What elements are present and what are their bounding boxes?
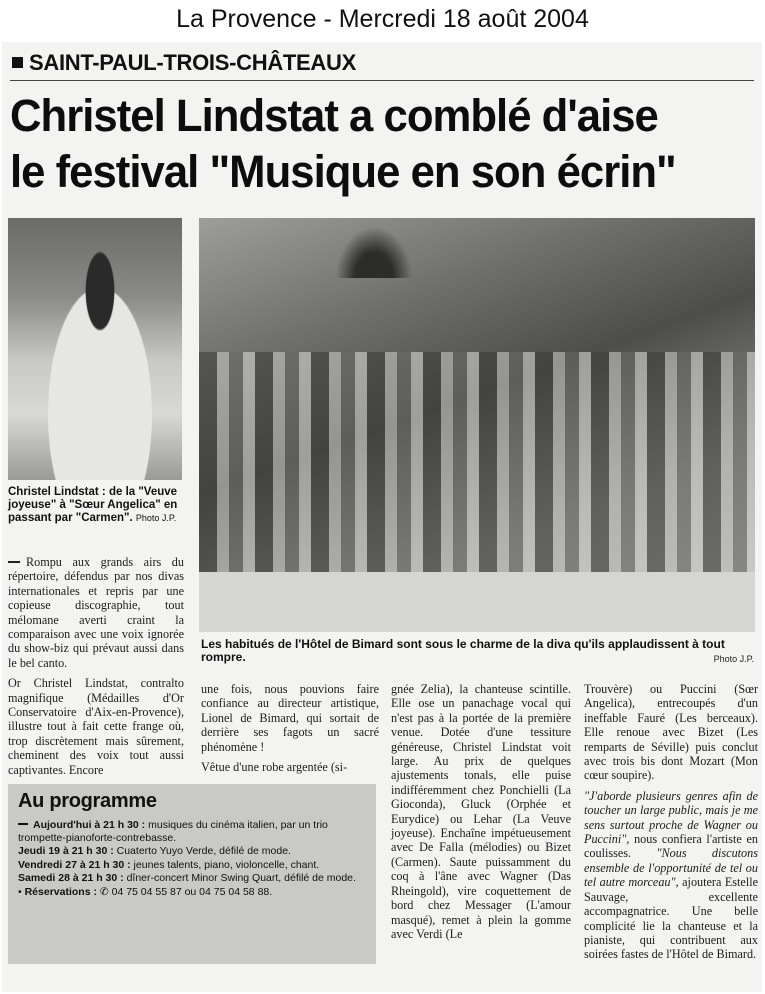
paragraph: gnée Zelia), la chanteuse scintille. Elle ose un panachage vocal qui n'est pas à la portée de la première venue. Dotée d'une tessiture généreuse, Christel Lindstat voit large. Au prix de quelques ajustements tonals, elle puise indifféremment chez Ponchielli (La Gioconda), Gluck (Orphée et Eurydice) ou Lehar (La Veuve joyeuse). Enchaîne impétueusement avec De Falla (mélodies) ou Bizet (Carmen). Saute puissamment du coq à l'âne avec Wagner (Das Rheingold), vire coquettement de bord chez Messager (L'amour masqué), remet à plein la gomme avec Verdi (Le bbox=[391, 682, 571, 941]
article-column-3 bbox=[391, 682, 571, 941]
article-column-2 bbox=[201, 682, 379, 774]
programme-date: Samedi 28 à 21 h 30 : bbox=[18, 872, 124, 884]
paragraph: Or Christel Lindstat, contralto magnifique (Médailles d'Or Conservatoire d'Aix-en-Provence), illustre tout à fait cette frange où, trop discrètement mais sûrement, cheminent des voix tout aussi captivantes. Encore bbox=[8, 676, 184, 777]
programme-text: dîner-concert Minor Swing Quart, défilé de mode. bbox=[123, 872, 356, 884]
section-heading bbox=[12, 50, 356, 76]
singer-photo bbox=[8, 218, 182, 480]
quote: "Nous discutons ensemble de l'opportunité de tel ou tel autre morceau", bbox=[584, 846, 758, 890]
programme-box bbox=[8, 784, 376, 964]
programme-list bbox=[18, 819, 366, 898]
audience-photo bbox=[199, 218, 755, 632]
dash-icon bbox=[8, 561, 20, 563]
programme-date: Aujourd'hui à 21 h 30 : bbox=[33, 819, 146, 831]
programme-item bbox=[18, 819, 366, 844]
headline-line-2: le festival "Musique en son écrin" bbox=[10, 146, 676, 197]
singer-photo-credit: Photo J.P. bbox=[135, 513, 177, 523]
programme-text: ✆ 04 75 04 55 87 ou 04 75 04 58 88. bbox=[96, 885, 273, 898]
page-header: La Provence - Mercredi 18 août 2004 bbox=[176, 5, 589, 33]
paragraph: Trouvère) ou Puccini (Sœr Angelica), entrecoupés d'un ineffable Fauré (Les berceaux). Elle renoue avec Bizet (Les remparts de Séville) puis conclut avec trois bis dont Mozart (Mon cœur soupire). bbox=[584, 682, 758, 783]
paragraph bbox=[8, 555, 184, 670]
programme-text: jeunes talents, piano, violoncelle, chant. bbox=[130, 858, 320, 871]
arrow-icon bbox=[18, 823, 28, 825]
article-column-1 bbox=[8, 555, 184, 777]
singer-photo-caption bbox=[8, 486, 184, 525]
programme-item: • Réservations : ✆ 04 75 04 55 87 ou 04 75 04 58 88. bbox=[18, 885, 273, 898]
headline bbox=[10, 88, 736, 200]
programme-text: musiques du cinéma italien, par un trio trompette-pianoforte-contrebasse. bbox=[18, 819, 328, 844]
programme-item bbox=[18, 859, 366, 872]
paragraph: Vêtue d'une robe argentée (si- bbox=[201, 760, 348, 775]
programme-date: Vendredi 27 à 21 h 30 : bbox=[18, 858, 131, 871]
programme-text: Cuaterto Yuyo Verde, défilé de mode. bbox=[113, 845, 291, 857]
paragraph-text: Rompu aux grands airs du répertoire, défendus par nos divas internationales et repris par une copieuse discographie, tout mélomane averti craint la comparaison avec une voix ignorée du show-biz qui prévaut aussi dans le bel canto. bbox=[8, 555, 184, 670]
section-rule bbox=[10, 80, 754, 81]
programme-title: Au programme bbox=[18, 790, 157, 812]
paragraph: une fois, nous pouvions faire confiance au directeur artistique, Lionel de Bimard, qui sortait de derrière ses fagots un sacré phénomène ! bbox=[201, 682, 379, 754]
singer-figure bbox=[30, 244, 170, 480]
newspaper-clipping bbox=[2, 42, 762, 992]
paragraph-text: nous confiera l'artiste en coulisses. bbox=[584, 832, 758, 861]
programme-item bbox=[18, 872, 366, 885]
palm-plant bbox=[329, 218, 419, 278]
bullet-square-icon bbox=[12, 57, 23, 68]
audience-crowd bbox=[199, 352, 755, 592]
headline-line-1: Christel Lindstat a comblé d'aise bbox=[10, 90, 658, 141]
paragraph-text: ajoutera Estelle Sauvage, excellente accompagnatrice. Une belle complicité lie la chanteuse et la pianiste, qui contribuent aux soirées fastes de l'Hôtel de Bimard. bbox=[584, 875, 758, 962]
quote: "J'aborde plusieurs genres afin de toucher un large public, mais je me sens surtout proche de Wagner ou Puccini", bbox=[584, 788, 758, 847]
audience-photo-caption: Les habitués de l'Hôtel de Bimard sont sous le charme de la diva qu'ils applaudissent à tout rompre. bbox=[201, 637, 725, 664]
floor bbox=[199, 572, 755, 632]
paragraph bbox=[584, 789, 758, 962]
programme-item bbox=[18, 845, 366, 858]
article-column-4 bbox=[584, 682, 758, 962]
section-label: SAINT-PAUL-TROIS-CHÂTEAUX bbox=[29, 50, 356, 75]
singer-caption-text: Christel Lindstat : de la "Veuve joyeuse" à "Sœur Angelica" en passant par "Carmen". bbox=[8, 486, 178, 524]
audience-photo-credit: Photo J.P. bbox=[713, 654, 754, 664]
programme-date: Jeudi 19 à 21 h 30 : bbox=[18, 845, 114, 857]
programme-date: Réservations : bbox=[24, 885, 97, 898]
